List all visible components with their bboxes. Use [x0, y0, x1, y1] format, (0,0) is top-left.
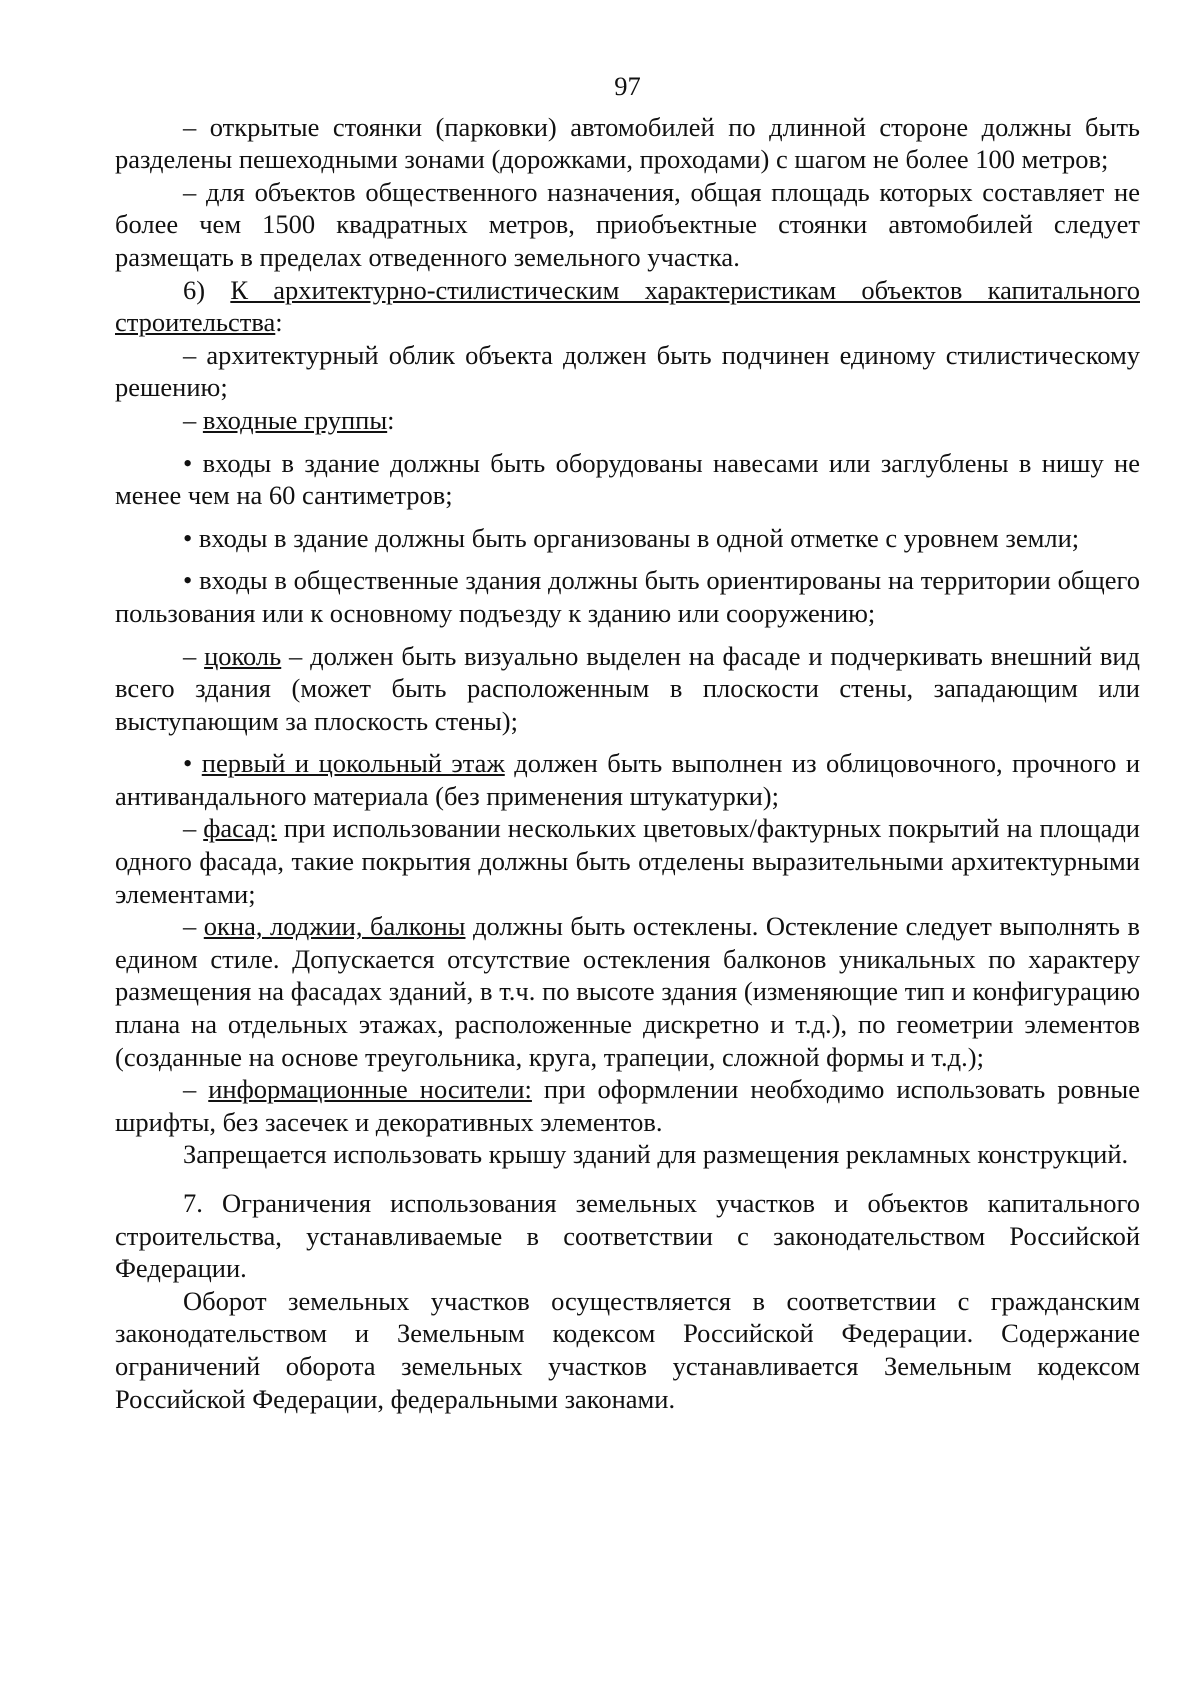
- heading-suffix: :: [275, 307, 283, 338]
- information-carriers-term: информационные носители:: [208, 1074, 532, 1105]
- bullet-entrance-canopies: • входы в здание должны быть оборудованы навесами или заглублены в нишу не менее чем на 60 сантиметров;: [115, 447, 1140, 511]
- heading-underlined: К архитектурно-стилистическим характеристикам объектов капитального строительства: [115, 274, 1140, 338]
- windows-balconies-term: окна, лоджии, балконы: [203, 911, 466, 942]
- paragraph-information-carriers: – информационные носители: при оформлении необходимо использовать ровные шрифты, без засечек и декоративных элементов.: [115, 1074, 1140, 1137]
- paragraph-entrance-groups: – входные группы:: [183, 404, 395, 435]
- paragraph-windows-balconies: – окна, лоджии, балконы должны быть остеклены. Остекление следует выполнять в едином стиле. Допускается отсутствие остекления балконов уникальных по характеру размещения на фасадах зданий, в т.ч. по высоте здания (изменяющие тип и конфигурацию плана на отдельных этажах, расположенные дискретно и т.д.), по геометрии элементов (созданные на основе треугольника, круга, трапеции, сложной формы и т.д.);: [115, 911, 1141, 1072]
- entrance-groups-term: входные группы: [202, 404, 388, 435]
- paragraph-architectural-appearance: – архитектурный облик объекта должен быть подчинен единому стилистическому решению;: [115, 339, 1140, 403]
- paragraph-facade: – фасад: при использовании нескольких цветовых/фактурных покрытий на площади одного фасада, такие покрытия должны быть отделены выразительными архитектурными элементами;: [115, 813, 1140, 909]
- paragraph-parking-walkways: – открытые стоянки (парковки) автомобилей по длинной стороне должны быть разделены пешеходными зонами (дорожками, проходами) с шагом не более 100 метров;: [115, 111, 1140, 175]
- facade-term: фасад:: [203, 813, 277, 844]
- bullet-first-floor: • первый и цокольный этаж должен быть выполнен из облицовочного, прочного и антивандального материала (без применения штукатурки);: [115, 748, 1141, 811]
- bullet-entrance-ground-level: • входы в здание должны быть организованы в одной отметке с уровнем земли;: [183, 522, 1080, 553]
- paragraph-section-7-restrictions: 7. Ограничения использования земельных участков и объектов капитального строительства, устанавливаемые в соответствии с законодательством Российской Федерации.: [115, 1188, 1140, 1284]
- paragraph-land-turnover: Оборот земельных участков осуществляется в соответствии с гражданским законодательством и Земельным кодексом Российской Федерации. Содержание ограничений оборота земельных участков устанавливается Земельным кодексом Российской Федерации, федеральными законами.: [115, 1285, 1140, 1414]
- first-floor-term: первый и цокольный этаж: [201, 748, 505, 779]
- paragraph-roof-advertising: Запрещается использовать крышу зданий для размещения рекламных конструкций.: [183, 1139, 1129, 1170]
- plinth-term: цоколь: [204, 640, 282, 671]
- heading-prefix: 6): [183, 274, 231, 305]
- page-number: 97: [614, 71, 641, 101]
- paragraph-plinth: – цоколь – должен быть визуально выделен на фасаде и подчеркивать внешний вид всего здания (может быть расположенным в плоскости стены, западающим или выступающим за плоскость стены);: [115, 640, 1141, 736]
- paragraph-public-objects-parking: – для объектов общественного назначения, общая площадь которых составляет не более чем 1500 квадратных метров, приобъектные стоянки автомобилей следует размещать в пределах отведенного земельного участка.: [115, 176, 1140, 272]
- bullet-entrance-orientation: • входы в общественные здания должны быть ориентированы на территории общего пользования или к основному подъезду к зданию или сооружению;: [115, 565, 1140, 628]
- paragraph-section-6-heading: [115, 274, 1140, 339]
